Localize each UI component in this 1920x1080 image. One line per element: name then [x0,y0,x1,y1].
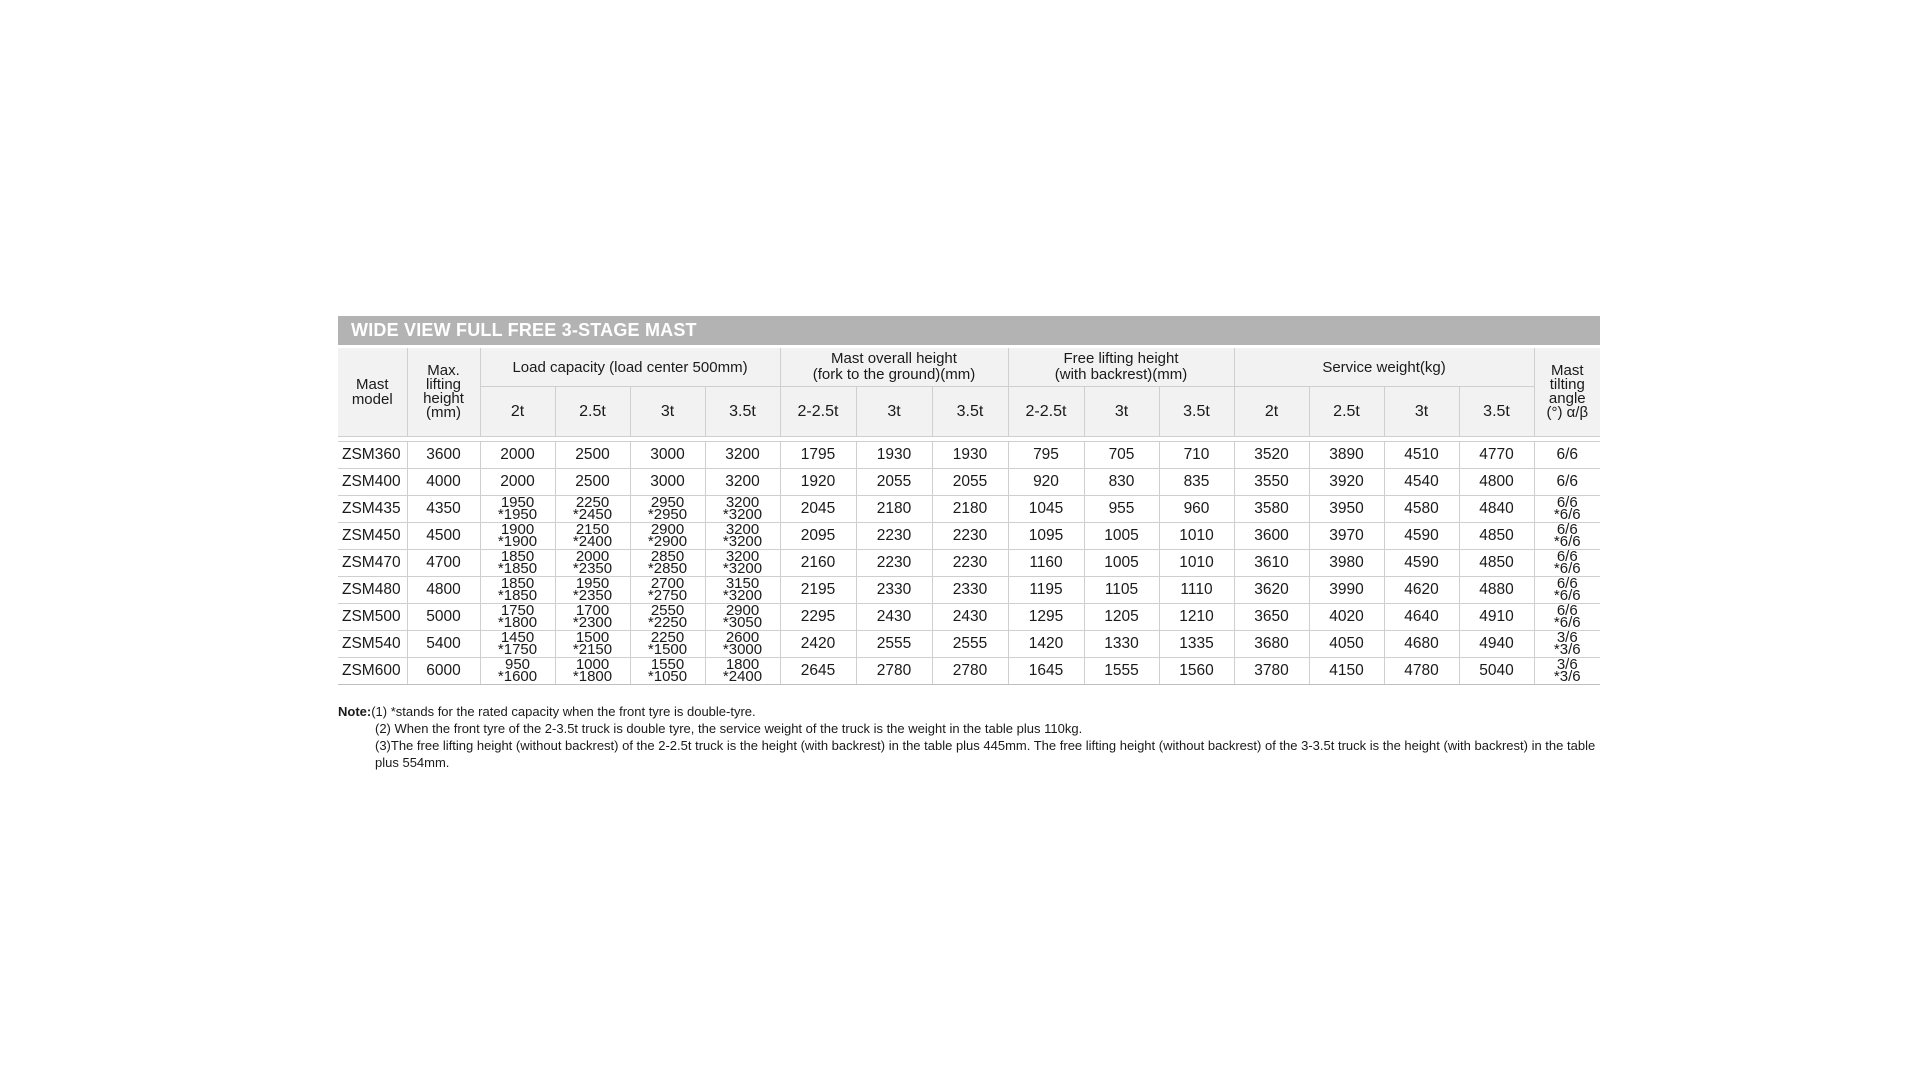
cell-service-weight: 4940 [1459,631,1534,658]
cell-service-weight: 4050 [1309,631,1384,658]
cell-load-capacity [630,496,705,523]
cell-load-capacity [480,658,555,685]
cell-service-weight: 4880 [1459,577,1534,604]
cell-free-lifting-height: 1095 [1008,523,1084,550]
cell-tilting-angle [1534,577,1600,604]
cell-service-weight: 3890 [1309,442,1384,469]
header-load-capacity: Load capacity (load center 500mm) [480,348,780,387]
cell-service-weight: 5040 [1459,658,1534,685]
stacked-values [631,602,705,631]
stacked-values [631,656,705,685]
cell-load-capacity: 2000 [480,469,555,496]
subheader-capacity-2-5t: 2.5t [555,387,630,437]
cell-mast-overall-height: 2180 [856,496,932,523]
mast-spec-table [338,348,1600,685]
cell-mast-overall-height: 2230 [856,523,932,550]
stacked-values [1535,629,1601,658]
double-tyre-value: *2400 [722,668,763,685]
cell-free-lifting-height: 710 [1159,442,1234,469]
single-tyre-value: 2550 [650,602,685,619]
cell-load-capacity [630,631,705,658]
single-tyre-value: 3200 [725,494,760,511]
stacked-values [1535,494,1601,523]
cell-service-weight: 3600 [1234,523,1309,550]
cell-service-weight: 4680 [1384,631,1459,658]
cell-service-weight: 4590 [1384,550,1459,577]
cell-max-lifting-height: 4500 [407,523,480,550]
subheader-capacity-3t: 3t [630,387,705,437]
double-tyre-value: *3/6 [1553,641,1581,658]
cell-mast-overall-height: 2195 [780,577,856,604]
cell-load-capacity: 2500 [555,442,630,469]
cell-load-capacity [630,550,705,577]
cell-max-lifting-height: 4800 [407,577,480,604]
table-row [338,523,1600,550]
note-3: (3)The free lifting height (without backrest) of the 2-2.5t truck is the height (with backrest) in the table plus 445mm. The free lifting height (without backrest) of the 3-3.5t truck is the height (with backrest) in the table plus 554mm. [375,738,1596,770]
table-row [338,442,1600,469]
cell-load-capacity [705,523,780,550]
cell-load-capacity [705,604,780,631]
cell-mast-overall-height: 2230 [856,550,932,577]
cell-load-capacity [555,496,630,523]
double-tyre-value: *2750 [647,587,688,604]
cell-free-lifting-height: 1335 [1159,631,1234,658]
cell-load-capacity: 3200 [705,442,780,469]
single-tyre-value: 2900 [650,521,685,538]
cell-load-capacity [705,496,780,523]
cell-tilting-angle: 6/6 [1534,469,1600,496]
table-row [338,469,1600,496]
cell-tilting-angle [1534,658,1600,685]
double-tyre-value: *2350 [572,587,613,604]
cell-service-weight: 3580 [1234,496,1309,523]
double-tyre-value: *2300 [572,614,613,631]
single-tyre-value: 2900 [725,602,760,619]
stacked-values [556,602,630,631]
double-tyre-value: *1800 [497,614,538,631]
cell-mast-overall-height: 1920 [780,469,856,496]
stacked-values [631,494,705,523]
single-tyre-value: 3200 [725,521,760,538]
single-tyre-value: 6/6 [1556,548,1578,565]
double-tyre-value: *6/6 [1553,560,1581,577]
cell-mast-overall-height: 2780 [856,658,932,685]
cell-service-weight: 4780 [1384,658,1459,685]
cell-service-weight: 3780 [1234,658,1309,685]
single-tyre-value: 2150 [575,521,610,538]
single-tyre-value: 6/6 [1556,602,1578,619]
cell-service-weight: 4580 [1384,496,1459,523]
cell-service-weight: 4840 [1459,496,1534,523]
double-tyre-value: *3/6 [1553,668,1581,685]
cell-load-capacity [705,550,780,577]
cell-mast-model: ZSM600 [338,658,407,685]
cell-mast-overall-height: 2330 [932,577,1008,604]
cell-mast-overall-height: 2555 [932,631,1008,658]
subheader-weight-2t: 2t [1234,387,1309,437]
cell-tilting-angle [1534,496,1600,523]
stacked-values [631,521,705,550]
single-tyre-value: 2950 [650,494,685,511]
cell-service-weight: 4620 [1384,577,1459,604]
cell-mast-overall-height: 2430 [856,604,932,631]
cell-load-capacity: 3000 [630,442,705,469]
table-row [338,577,1600,604]
double-tyre-value: *2350 [572,560,613,577]
cell-mast-model: ZSM360 [338,442,407,469]
single-tyre-value: 3/6 [1556,629,1578,646]
single-tyre-value: 1500 [575,629,610,646]
single-tyre-value: 3150 [725,575,760,592]
note-2: (2) When the front tyre of the 2-3.5t truck is double tyre, the service weight of the truck is the weight in the table plus 110kg. [375,721,1083,736]
cell-mast-overall-height: 1930 [932,442,1008,469]
table-header [338,348,1600,437]
cell-service-weight: 3980 [1309,550,1384,577]
cell-load-capacity [555,631,630,658]
cell-service-weight: 3950 [1309,496,1384,523]
cell-free-lifting-height: 1205 [1084,604,1159,631]
cell-service-weight: 3620 [1234,577,1309,604]
single-tyre-value: 1000 [575,656,610,673]
cell-load-capacity [705,658,780,685]
subheader-mast-height-3t: 3t [856,387,932,437]
cell-free-lifting-height: 1105 [1084,577,1159,604]
cell-free-lifting-height: 1295 [1008,604,1084,631]
single-tyre-value: 3/6 [1556,656,1578,673]
cell-mast-overall-height: 2430 [932,604,1008,631]
single-tyre-value: 6/6 [1556,521,1578,538]
cell-load-capacity [630,523,705,550]
cell-service-weight: 3990 [1309,577,1384,604]
header-mast-model: Mast model [338,348,407,437]
subheader-mast-height-2-2-5t: 2-2.5t [780,387,856,437]
single-tyre-value: 6/6 [1556,494,1578,511]
single-tyre-value: 2850 [650,548,685,565]
cell-max-lifting-height: 4000 [407,469,480,496]
single-tyre-value: 1950 [575,575,610,592]
cell-mast-model: ZSM470 [338,550,407,577]
cell-max-lifting-height: 3600 [407,442,480,469]
cell-free-lifting-height: 920 [1008,469,1084,496]
single-tyre-value: 950 [504,656,531,673]
single-tyre-value: 1850 [500,548,535,565]
stacked-values [706,548,780,577]
cell-mast-model: ZSM500 [338,604,407,631]
stacked-values [481,494,555,523]
double-tyre-value: *3200 [722,533,763,550]
cell-mast-overall-height: 2420 [780,631,856,658]
stacked-values [706,521,780,550]
double-tyre-value: *2250 [647,614,688,631]
cell-load-capacity [630,604,705,631]
table-row [338,658,1600,685]
stacked-values [481,602,555,631]
cell-mast-model: ZSM400 [338,469,407,496]
cell-service-weight: 3920 [1309,469,1384,496]
cell-mast-overall-height: 2055 [856,469,932,496]
cell-free-lifting-height: 1005 [1084,523,1159,550]
subheader-capacity-3-5t: 3.5t [705,387,780,437]
cell-max-lifting-height: 4350 [407,496,480,523]
cell-mast-overall-height: 2095 [780,523,856,550]
stacked-values [481,656,555,685]
double-tyre-value: *1900 [497,533,538,550]
subheader-free-lift-3t: 3t [1084,387,1159,437]
cell-service-weight: 3520 [1234,442,1309,469]
double-tyre-value: *3000 [722,641,763,658]
cell-mast-model: ZSM480 [338,577,407,604]
cell-free-lifting-height: 1645 [1008,658,1084,685]
cell-service-weight: 4800 [1459,469,1534,496]
table-row [338,550,1600,577]
single-tyre-value: 1800 [725,656,760,673]
cell-service-weight: 4640 [1384,604,1459,631]
cell-load-capacity [555,523,630,550]
single-tyre-value: 1850 [500,575,535,592]
cell-mast-overall-height: 2160 [780,550,856,577]
stacked-values [706,575,780,604]
cell-mast-model: ZSM540 [338,631,407,658]
stacked-values [481,521,555,550]
double-tyre-value: *1050 [647,668,688,685]
cell-load-capacity [555,658,630,685]
cell-tilting-angle [1534,631,1600,658]
cell-mast-overall-height: 2330 [856,577,932,604]
cell-tilting-angle: 6/6 [1534,442,1600,469]
cell-free-lifting-height: 835 [1159,469,1234,496]
cell-free-lifting-height: 1555 [1084,658,1159,685]
cell-max-lifting-height: 5400 [407,631,480,658]
stacked-values [481,575,555,604]
single-tyre-value: 3200 [725,548,760,565]
cell-load-capacity [480,577,555,604]
stacked-values [481,548,555,577]
table-body [338,442,1600,685]
cell-mast-overall-height: 2780 [932,658,1008,685]
subheader-free-lift-3-5t: 3.5t [1159,387,1234,437]
cell-free-lifting-height: 1005 [1084,550,1159,577]
cell-free-lifting-height: 960 [1159,496,1234,523]
cell-load-capacity [480,496,555,523]
cell-load-capacity [480,604,555,631]
cell-free-lifting-height: 1110 [1159,577,1234,604]
single-tyre-value: 1900 [500,521,535,538]
cell-free-lifting-height: 1045 [1008,496,1084,523]
stacked-values [706,656,780,685]
header-mast-overall-height: Mast overall height (fork to the ground)(mm) [780,348,1008,387]
cell-service-weight: 4510 [1384,442,1459,469]
cell-free-lifting-height: 955 [1084,496,1159,523]
subheader-mast-height-3-5t: 3.5t [932,387,1008,437]
cell-service-weight: 4910 [1459,604,1534,631]
cell-free-lifting-height: 1160 [1008,550,1084,577]
double-tyre-value: *1950 [497,506,538,523]
cell-free-lifting-height: 830 [1084,469,1159,496]
single-tyre-value: 1550 [650,656,685,673]
cell-service-weight: 3970 [1309,523,1384,550]
cell-mast-overall-height: 2230 [932,523,1008,550]
cell-free-lifting-height: 1210 [1159,604,1234,631]
spec-sheet [338,316,1600,771]
cell-max-lifting-height: 4700 [407,550,480,577]
cell-mast-overall-height: 2555 [856,631,932,658]
cell-service-weight: 4150 [1309,658,1384,685]
stacked-values [556,494,630,523]
stacked-values [1535,656,1601,685]
single-tyre-value: 2250 [650,629,685,646]
stacked-values [1535,602,1601,631]
double-tyre-value: *1800 [572,668,613,685]
double-tyre-value: *2850 [647,560,688,577]
double-tyre-value: *2150 [572,641,613,658]
double-tyre-value: *2900 [647,533,688,550]
cell-max-lifting-height: 6000 [407,658,480,685]
stacked-values [631,548,705,577]
stacked-values [706,602,780,631]
double-tyre-value: *3200 [722,506,763,523]
single-tyre-value: 2000 [575,548,610,565]
cell-load-capacity [630,577,705,604]
double-tyre-value: *1500 [647,641,688,658]
cell-service-weight: 4850 [1459,523,1534,550]
single-tyre-value: 1700 [575,602,610,619]
cell-mast-overall-height: 2645 [780,658,856,685]
cell-tilting-angle [1534,550,1600,577]
stacked-values [556,656,630,685]
cell-mast-overall-height: 2180 [932,496,1008,523]
subheader-free-lift-2-2-5t: 2-2.5t [1008,387,1084,437]
subheader-capacity-2t: 2t [480,387,555,437]
stacked-values [706,629,780,658]
cell-free-lifting-height: 795 [1008,442,1084,469]
stacked-values [631,575,705,604]
cell-mast-overall-height: 2055 [932,469,1008,496]
note-1: Note:(1) *stands for the rated capacity when the front tyre is double-tyre. [338,704,756,719]
single-tyre-value: 1750 [500,602,535,619]
cell-service-weight: 3610 [1234,550,1309,577]
cell-load-capacity [480,550,555,577]
double-tyre-value: *2400 [572,533,613,550]
notes-section [338,703,1600,771]
header-service-weight: Service weight(kg) [1234,348,1534,387]
cell-load-capacity [630,658,705,685]
cell-free-lifting-height: 1330 [1084,631,1159,658]
table-row [338,631,1600,658]
double-tyre-value: *6/6 [1553,614,1581,631]
single-tyre-value: 2600 [725,629,760,646]
cell-tilting-angle [1534,523,1600,550]
subheader-weight-2-5t: 2.5t [1309,387,1384,437]
double-tyre-value: *1850 [497,587,538,604]
cell-service-weight: 4540 [1384,469,1459,496]
double-tyre-value: *6/6 [1553,506,1581,523]
double-tyre-value: *3050 [722,614,763,631]
cell-mast-overall-height: 1930 [856,442,932,469]
cell-mast-model: ZSM450 [338,523,407,550]
cell-tilting-angle [1534,604,1600,631]
cell-load-capacity: 2000 [480,442,555,469]
double-tyre-value: *6/6 [1553,587,1581,604]
cell-free-lifting-height: 1560 [1159,658,1234,685]
single-tyre-value: 6/6 [1556,575,1578,592]
cell-mast-overall-height: 2230 [932,550,1008,577]
cell-load-capacity [480,523,555,550]
cell-service-weight: 4590 [1384,523,1459,550]
single-tyre-value: 2250 [575,494,610,511]
cell-load-capacity: 3200 [705,469,780,496]
cell-load-capacity: 3000 [630,469,705,496]
double-tyre-value: *3200 [722,560,763,577]
cell-load-capacity [555,550,630,577]
cell-service-weight: 4850 [1459,550,1534,577]
cell-free-lifting-height: 1010 [1159,523,1234,550]
cell-free-lifting-height: 1195 [1008,577,1084,604]
subheader-weight-3-5t: 3.5t [1459,387,1534,437]
stacked-values [481,629,555,658]
stacked-values [556,629,630,658]
single-tyre-value: 2700 [650,575,685,592]
table-row [338,496,1600,523]
cell-max-lifting-height: 5000 [407,604,480,631]
table-row [338,604,1600,631]
cell-load-capacity [555,604,630,631]
cell-mast-overall-height: 2295 [780,604,856,631]
cell-load-capacity: 2500 [555,469,630,496]
cell-free-lifting-height: 705 [1084,442,1159,469]
double-tyre-value: *3200 [722,587,763,604]
double-tyre-value: *1750 [497,641,538,658]
double-tyre-value: *2450 [572,506,613,523]
double-tyre-value: *2950 [647,506,688,523]
single-tyre-value: 1950 [500,494,535,511]
cell-load-capacity [555,577,630,604]
double-tyre-value: *6/6 [1553,533,1581,550]
double-tyre-value: *1850 [497,560,538,577]
stacked-values [1535,548,1601,577]
cell-mast-overall-height: 1795 [780,442,856,469]
stacked-values [556,521,630,550]
stacked-values [631,629,705,658]
stacked-values [706,494,780,523]
cell-load-capacity [705,577,780,604]
cell-service-weight: 3650 [1234,604,1309,631]
cell-free-lifting-height: 1420 [1008,631,1084,658]
cell-service-weight: 4020 [1309,604,1384,631]
cell-load-capacity [480,631,555,658]
cell-service-weight: 3550 [1234,469,1309,496]
header-max-lifting-height: Max. lifting height (mm) [407,348,480,437]
stacked-values [1535,575,1601,604]
header-mast-tilting-angle: Mast tilting angle (°) α/β [1534,348,1600,437]
cell-service-weight: 3680 [1234,631,1309,658]
table-title: WIDE VIEW FULL FREE 3-STAGE MAST [338,316,1600,345]
cell-free-lifting-height: 1010 [1159,550,1234,577]
double-tyre-value: *1600 [497,668,538,685]
stacked-values [1535,521,1601,550]
subheader-weight-3t: 3t [1384,387,1459,437]
stacked-values [556,548,630,577]
cell-service-weight: 4770 [1459,442,1534,469]
single-tyre-value: 1450 [500,629,535,646]
stacked-values [556,575,630,604]
cell-load-capacity [705,631,780,658]
cell-mast-model: ZSM435 [338,496,407,523]
cell-mast-overall-height: 2045 [780,496,856,523]
header-free-lifting-height: Free lifting height (with backrest)(mm) [1008,348,1234,387]
